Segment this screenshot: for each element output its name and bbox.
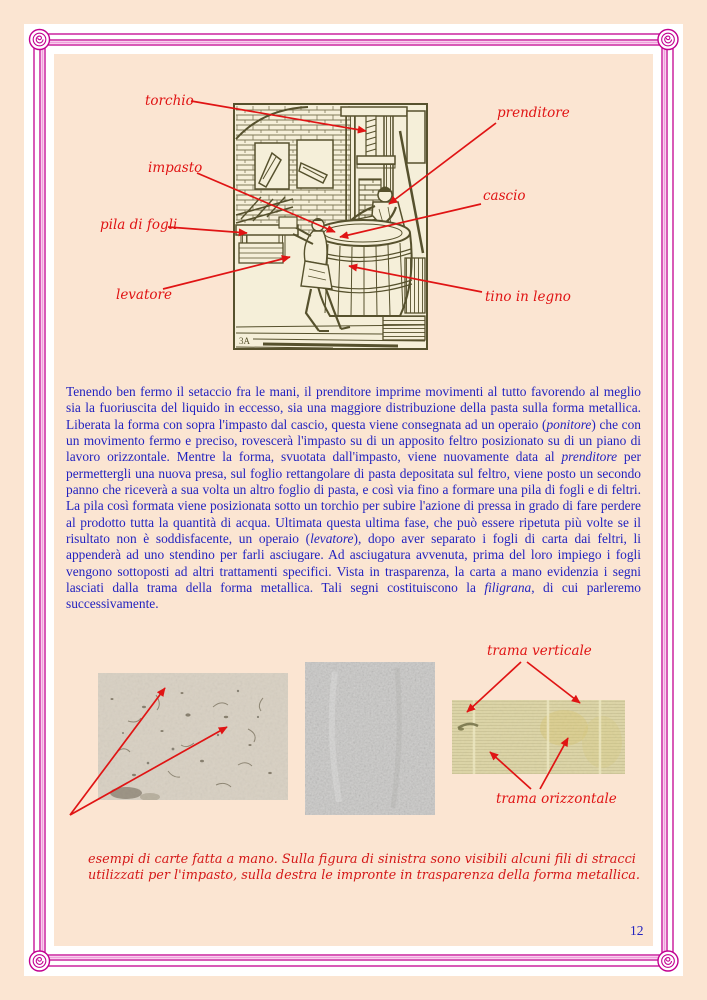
label-trama-verticale: trama verticale: [487, 643, 592, 659]
paper-sample-rag-fibers: [98, 673, 288, 800]
woodcut-papermaking-image: [233, 103, 428, 350]
figure-caption: esempi di carte fatta a mano. Sulla figura di sinistra sono visibili alcuni fili di stracci utilizzati per l'impasto, sulla destra le impronte in trasparenza della forma metallica.: [88, 852, 640, 883]
label-tino-in-legno: tino in legno: [485, 289, 571, 305]
label-trama-orizzontale: trama orizzontale: [496, 791, 617, 807]
body-paragraph: Tenendo ben fermo il setaccio fra le mani, il prenditore imprime movimenti al tutto favorendo al meglio sia la fuoriuscita del liquido in eccesso, sia una maggiore distribuzione della pasta sulla forma metallica. Liberata la forma con sopra l'impasto dal cascio, questa viene consegnata ad un operaio (ponitore) che con un movimento fermo e preciso, rovescerà l'impasto su di un apposito feltro posizionato su di un piano di lavoro orizzontale. Mentre la forma, svuotata dall'impasto, viene nuovamente data al prenditore per permettergli una nuova presa, sul foglio rettangolare di pasta depositata sul feltro, viene posto un secondo panno che riceverà a sua volta un altro foglio di pasta, e così via fino a formare una pila di fogli e di feltri. La pila così formata viene posizionata sotto un torchio per subire l'azione di pressa in grado di fare perdere al prodotto tutta la quantità di acqua. Ultimata questa ultima fase, che può essere ripetuta più volte se il risultato non è soddisfacente, un operaio (levatore), dopo aver separato i fogli di carta dai feltri, li appenderà ad uno stendino per farli asciugare. Ad asciugatura avvenuta, prima del loro impiego i fogli vengono sottoposti ad altri trattamenti specifici. Vista in trasparenza, la carta a mano evidenzia i segni lasciati dalla trama della forma metallica. Tali segni costituiscono la filigrana, di cui parleremo successivamente.: [66, 384, 641, 612]
paper-sample-watermark: [452, 700, 625, 774]
label-levatore: levatore: [116, 287, 172, 303]
label-prenditore: prenditore: [497, 105, 570, 121]
corner-ornament-icon: [30, 30, 50, 50]
engraver-monogram: 3A: [239, 336, 250, 346]
label-cascio: cascio: [483, 188, 526, 204]
label-torchio: torchio: [145, 93, 194, 109]
label-pila-di-fogli: pila di fogli: [100, 217, 178, 233]
label-impasto: impasto: [148, 160, 203, 176]
page-number: 12: [630, 923, 644, 938]
paper-sample-plain: [305, 662, 435, 815]
